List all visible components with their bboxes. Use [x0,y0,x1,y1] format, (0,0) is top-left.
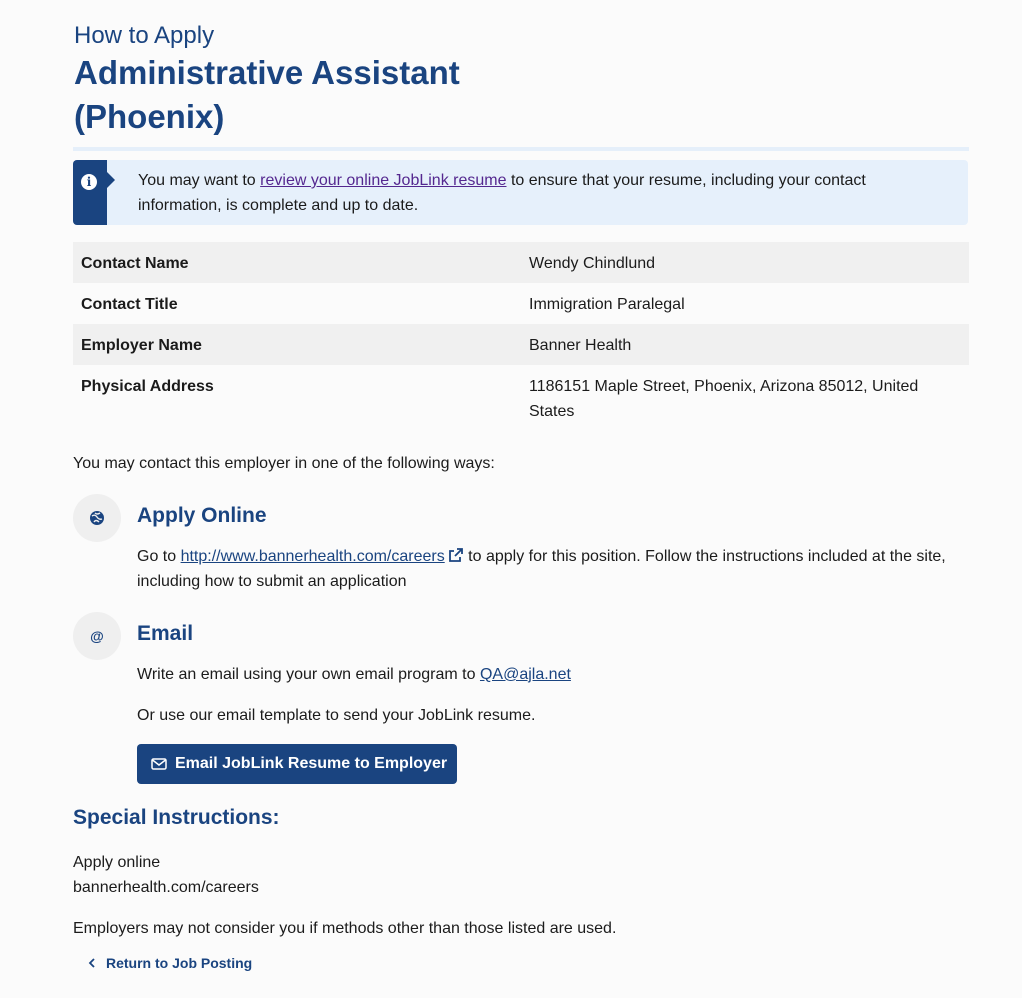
table-row [73,283,969,324]
row-value: Banner Health [521,324,969,365]
apply-online-section [73,494,969,594]
external-link-icon [448,547,464,563]
email-prefix: Write an email using your own email program to [137,666,480,683]
email-section [73,612,969,784]
row-label: Contact Name [73,242,521,283]
row-label: Employer Name [73,324,521,365]
review-resume-link[interactable]: review your online JobLink resume [260,172,507,189]
alert-notch [107,172,115,188]
contact-table [73,242,969,431]
chevron-left-icon [88,958,96,968]
special-instructions-body [73,850,969,900]
row-label: Physical Address [81,378,214,395]
email-resume-button-label: Email JobLink Resume to Employer [175,755,448,772]
contact-intro: You may contact this employer in one of the following ways: [73,455,495,472]
row-label: Contact Title [81,296,178,313]
row-value: Wendy Chindlund [521,242,969,283]
main-content [73,0,969,941]
special-line-1: Apply online [73,854,161,871]
email-resume-button[interactable] [137,744,457,784]
table-row [73,365,969,431]
at-icon: @ [73,612,121,660]
page-kicker: How to Apply [74,22,215,49]
info-icon: i [81,174,97,190]
email-address-link[interactable]: QA@ajla.net [479,666,571,683]
table-row [73,324,969,365]
apply-online-suffix: to apply for this position. Follow the instructions included at the site, including how to submit an application [137,548,946,590]
alert-suffix: to ensure that your resume, including your contact information, is complete and up to date. [138,172,866,214]
envelope-icon [151,756,167,772]
email-template-text: Or use our email template to send your JobLink resume. [137,707,536,724]
alert-bar [73,160,107,225]
page-title: Administrative Assistant (Phoenix) [74,54,460,135]
row-value: Immigration Paralegal [529,296,685,313]
table-row [73,242,969,283]
apply-online-title: Apply Online [137,504,267,527]
alert-prefix: You may want to [138,172,261,189]
apply-online-prefix: Go to [137,548,181,565]
row-value: 1186151 Maple Street, Phoenix, Arizona 85012, United States [529,378,919,420]
apply-online-text [137,544,957,594]
email-text [137,662,957,687]
special-line-2: bannerhealth.com/careers [73,879,259,896]
alert-text [138,168,948,218]
info-alert [73,160,968,225]
return-label: Return to Job Posting [106,955,253,971]
special-instructions-title: Special Instructions: [73,806,280,829]
heading-divider [73,147,969,151]
special-note: Employers may not consider you if methods other than those listed are used. [73,920,617,937]
email-title: Email [137,622,194,645]
globe-icon [73,494,121,542]
return-to-job-posting-link[interactable] [88,955,252,971]
careers-link[interactable]: http://www.bannerhealth.com/careers [180,548,445,565]
